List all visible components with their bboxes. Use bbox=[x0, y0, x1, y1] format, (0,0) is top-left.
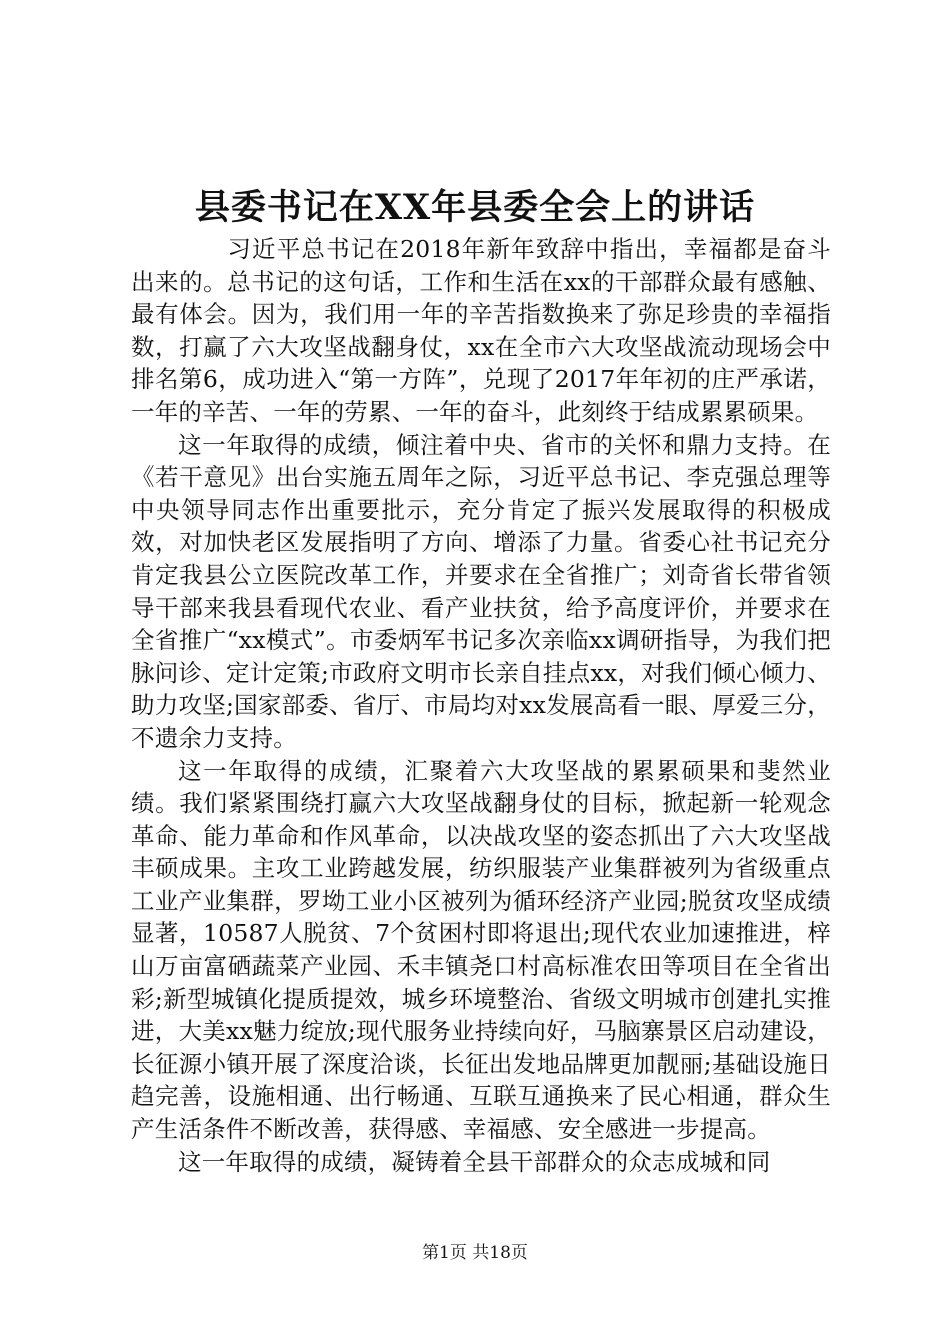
page-number-footer: 第1页 共18页 bbox=[422, 1243, 528, 1263]
document-body bbox=[131, 233, 831, 1178]
paragraph-2: 这一年取得的成绩，倾注着中央、省市的关怀和鼎力支持。在《若干意见》出台实施五周年之际，习近平总书记、李克强总理等中央领导同志作出重要批示，充分肯定了振兴发展取得的积极成效，对加快老区发展指明了方向、增添了力量。省委心社书记充分肯定我县公立医院改革工作，并要求在全省推广；刘奇省长带省领导干部来我县看现代农业、看产业扶贫，给予高度评价，并要求在全省推广“xx模式”。市委炳军书记多次亲临xx调研指导，为我们把脉问诊、定计定策;市政府文明市长亲自挂点xx，对我们倾心倾力、助力攻坚;国家部委、省厅、市局均对xx发展高看一眼、厚爱三分，不遗余力支持。 bbox=[131, 430, 831, 752]
paragraph-3: 这一年取得的成绩，汇聚着六大攻坚战的累累硕果和斐然业绩。我们紧紧围绕打赢六大攻坚战翻身仗的目标，掀起新一轮观念革命、能力革命和作风革命，以决战攻坚的姿态抓出了六大攻坚战丰硕成果。主攻工业跨越发展，纺织服装产业集群被列为省级重点工业产业集群，罗坳工业小区被列为循环经济产业园;脱贫攻坚成绩显著，10587人脱贫、7个贫困村即将退出;现代农业加速推进，梓山万亩富硒蔬菜产业园、禾丰镇尧口村高标准农田等项目在全省出彩;新型城镇化提质提效，城乡环境整治、省级文明城市创建扎实推进，大美xx魅力绽放;现代服务业持续向好，马脑寨景区启动建设，长征源小镇开展了深度洽谈，长征出发地品牌更加靓丽;基础设施日趋完善，设施相通、出行畅通、互联互通换来了民心相通，群众生产生活条件不断改善，获得感、幸福感、安全感进一步提高。 bbox=[131, 756, 831, 1144]
paragraph-1: 习近平总书记在2018年新年致辞中指出，幸福都是奋斗出来的。总书记的这句话，工作和生活在xx的干部群众最有感触、最有体会。因为，我们用一年的辛苦指数换来了弥足珍贵的幸福指数，打赢了六大攻坚战翻身仗，xx在全市六大攻坚战流动现场会中排名第6，成功进入“第一方阵”，兑现了2017年年初的庄严承诺，一年的辛苦、一年的劳累、一年的奋斗，此刻终于结成累累硕果。 bbox=[131, 235, 831, 426]
document-title: 县委书记在XX年县委全会上的讲话 bbox=[194, 187, 756, 228]
paragraph-4: 这一年取得的成绩，凝铸着全县干部群众的众志成城和同 bbox=[178, 1147, 771, 1176]
